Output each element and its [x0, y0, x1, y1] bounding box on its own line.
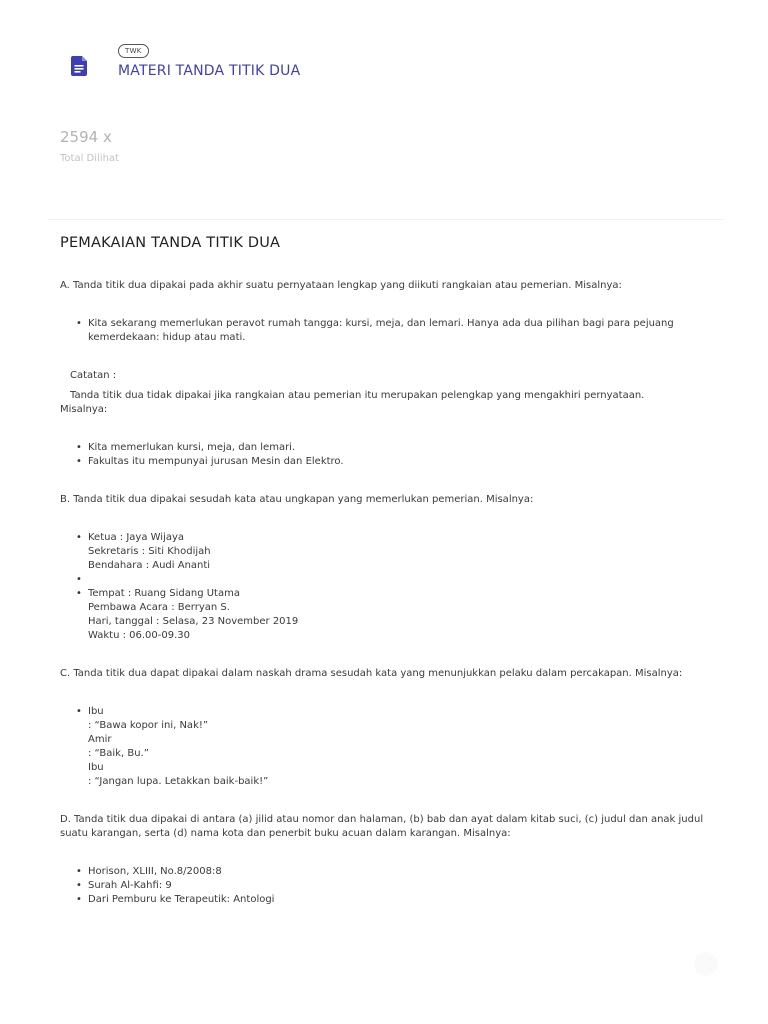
list-item: • Dari Pemburu ke Terapeutik: Antologi [76, 893, 710, 907]
list-line: • Ketua : Jaya Wijaya [88, 532, 185, 543]
note-body [60, 389, 710, 417]
view-count-label: Total Dilihat [60, 153, 119, 164]
list-line: • Tempat : Ruang Sidang Utama [88, 588, 240, 599]
view-count: 2594 x [60, 128, 112, 146]
list-item: • Surah Al-Kahfi: 9 [76, 879, 710, 893]
list-item: • Kita memerlukan kursi, meja, dan lemari. [76, 441, 710, 455]
list-item [76, 531, 710, 573]
dialog-line [88, 733, 710, 761]
section-d-intro: D. Tanda titik dua dipakai di antara (a) jilid atau nomor dan halaman, (b) bab dan ayat dalam kitab suci, (c) judul dan anak judul suatu karangan, serta (d) nama kota dan penerbit buku acuan dalam karangan. Misalnya: [60, 814, 704, 839]
dialog-speaker: Ibu [88, 762, 104, 773]
category-badge: TWK [118, 44, 149, 58]
page-header [0, 0, 768, 110]
document-icon [71, 56, 89, 76]
list-line: Bendahara : Audi Ananti [88, 560, 211, 571]
section-a-intro: A. Tanda titik dua dipakai pada akhir suatu pernyataan lengkap yang diikuti rangkaian atau pemerian. Misalnya: [60, 280, 622, 291]
article-heading: PEMAKAIAN TANDA TITIK DUA [60, 235, 281, 251]
note-text: Tanda titik dua tidak dipakai jika rangkaian atau pemerian itu merupakan pelengkap yang mengakhiri pernyataan. [70, 390, 645, 401]
article-content [60, 236, 710, 931]
list-line: Waktu : 06.00-09.30 [88, 630, 191, 641]
list-line: Sekretaris : Siti Khodijah [88, 546, 211, 557]
list-line: Hari, tanggal : Selasa, 23 November 2019 [88, 616, 299, 627]
view-stats [60, 128, 119, 164]
section-d-examples [76, 865, 710, 907]
list-item: • Horison, XLIII, No.8/2008:8 [76, 865, 710, 879]
list-line: Pembawa Acara : Berryan S. [88, 602, 230, 613]
dialog-line [88, 761, 710, 789]
dialog-line [88, 705, 710, 733]
section-c-intro: C. Tanda titik dua dapat dipakai dalam naskah drama sesudah kata yang menunjukkan pelaku dalam percakapan. Misalnya: [60, 668, 683, 679]
dialog-speaker: Amir [88, 734, 112, 745]
list-item: • Fakultas itu mempunyai jurusan Mesin dan Elektro. [76, 455, 710, 469]
list-item [76, 705, 710, 789]
dialog-text: : “Jangan lupa. Letakkan baik-baik!” [88, 776, 269, 787]
note-text-example-label: Misalnya: [60, 404, 108, 415]
section-c-examples [76, 705, 710, 789]
section-b-intro: B. Tanda titik dua dipakai sesudah kata atau ungkapan yang memerlukan pemerian. Misalnya: [60, 494, 534, 505]
dialog-speaker: Ibu [88, 706, 104, 717]
list-item: • Kita sekarang memerlukan peravot rumah tangga: kursi, meja, dan lemari. Hanya ada dua pilihan bagi para pejuang kemerdekaan: hidup atau mati. [76, 317, 710, 345]
section-b-examples [76, 531, 710, 643]
list-item [76, 587, 710, 643]
note-examples [76, 441, 710, 469]
dialog-text: : “Baik, Bu.” [88, 748, 149, 759]
divider [48, 219, 724, 220]
dialog-text: : “Bawa kopor ini, Nak!” [88, 720, 209, 731]
page-title: MATERI TANDA TITIK DUA [118, 63, 301, 79]
spacer [76, 573, 710, 587]
scroll-top-button[interactable] [694, 952, 718, 976]
note-title: Catatan : [70, 370, 117, 381]
section-a-examples [76, 317, 710, 345]
